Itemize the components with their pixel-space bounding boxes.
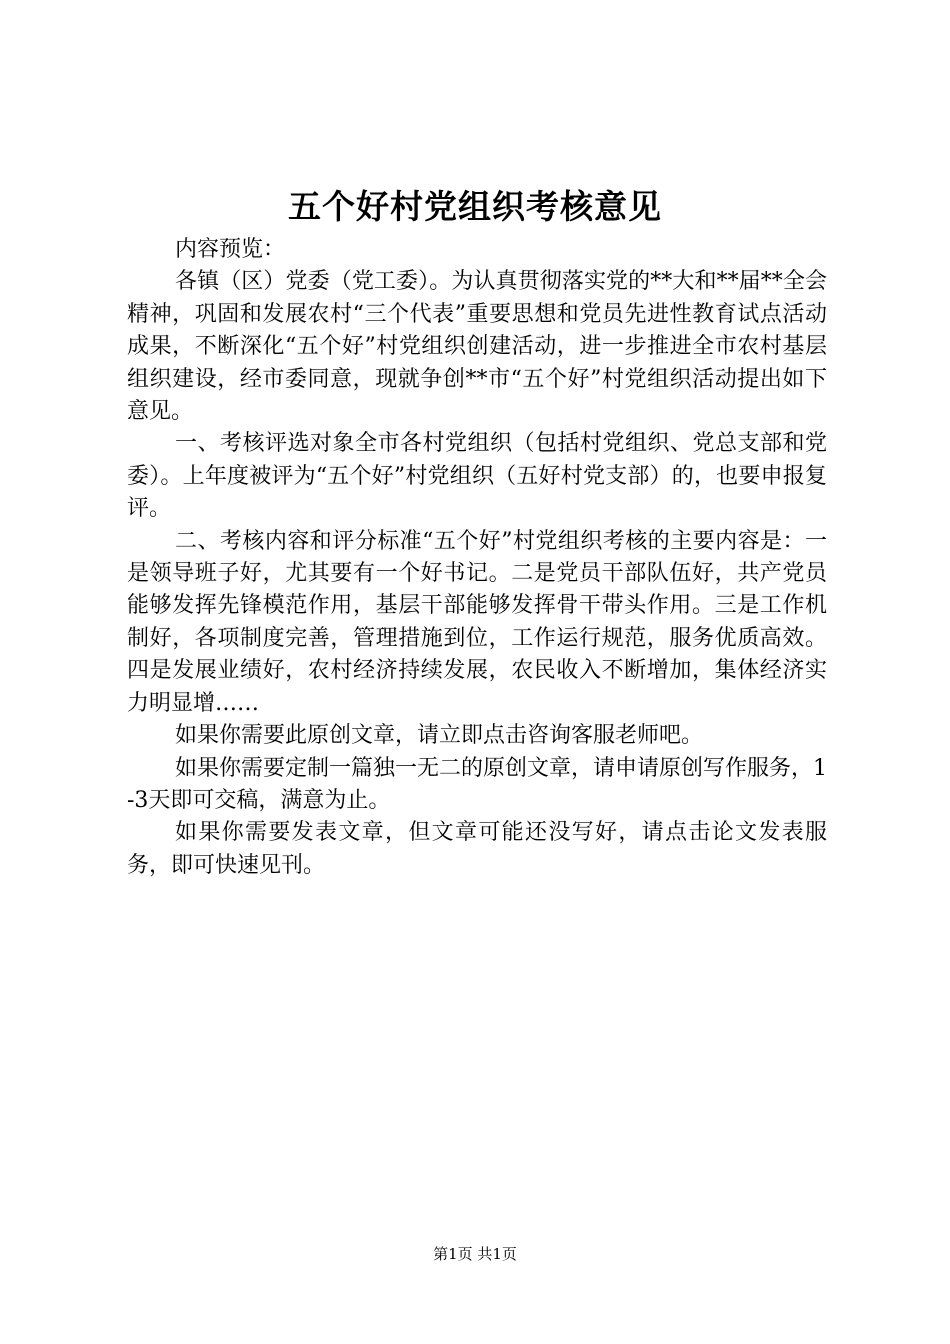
preview-label: 内容预览：	[175, 237, 286, 262]
section-one-paragraph: 一、考核评选对象全市各村党组织（包括村党组织、党总支部和党委）。上年度被评为“五个好”村党组织（五好村党支部）的，也要申报复评。	[127, 431, 827, 522]
document-body	[127, 234, 827, 882]
publication-service-link[interactable]: 如果你需要发表文章，但文章可能还没写好，请点击论文发表服务，即可快速见刊。	[127, 820, 827, 878]
section-two-paragraph: 二、考核内容和评分标准“五个好”村党组织考核的主要内容是：一是领导班子好，尤其要有一个好书记。二是党员干部队伍好，共产党员能够发挥先锋模范作用，基层干部能够发挥骨干带头作用。三是工作机制好，各项制度完善，管理措施到位，工作运行规范，服务优质高效。四是发展业绩好，农村经济持续发展，农民收入不断增加，集体经济实力明显增……	[127, 528, 827, 716]
intro-paragraph: 各镇（区）党委（党工委）。为认真贯彻落实党的**大和**届**全会精神，巩固和发展农村“三个代表”重要思想和党员先进性教育试点活动成果，不断深化“五个好”村党组织创建活动，进一步推进全市农村基层组织建设，经市委同意，现就争创**市“五个好”村党组织活动提出如下意见。	[127, 269, 827, 425]
original-article-link[interactable]: 如果你需要此原创文章，请立即点击咨询客服老师吧。	[175, 723, 704, 749]
document-title: 五个好村党组织考核意见	[288, 187, 662, 226]
page-footer: 第1页 共1页	[433, 1245, 517, 1263]
custom-writing-link[interactable]: 如果你需要定制一篇独一无二的原创文章，请申请原创写作服务，1-3天即可交稿，满意为止。	[127, 755, 827, 813]
